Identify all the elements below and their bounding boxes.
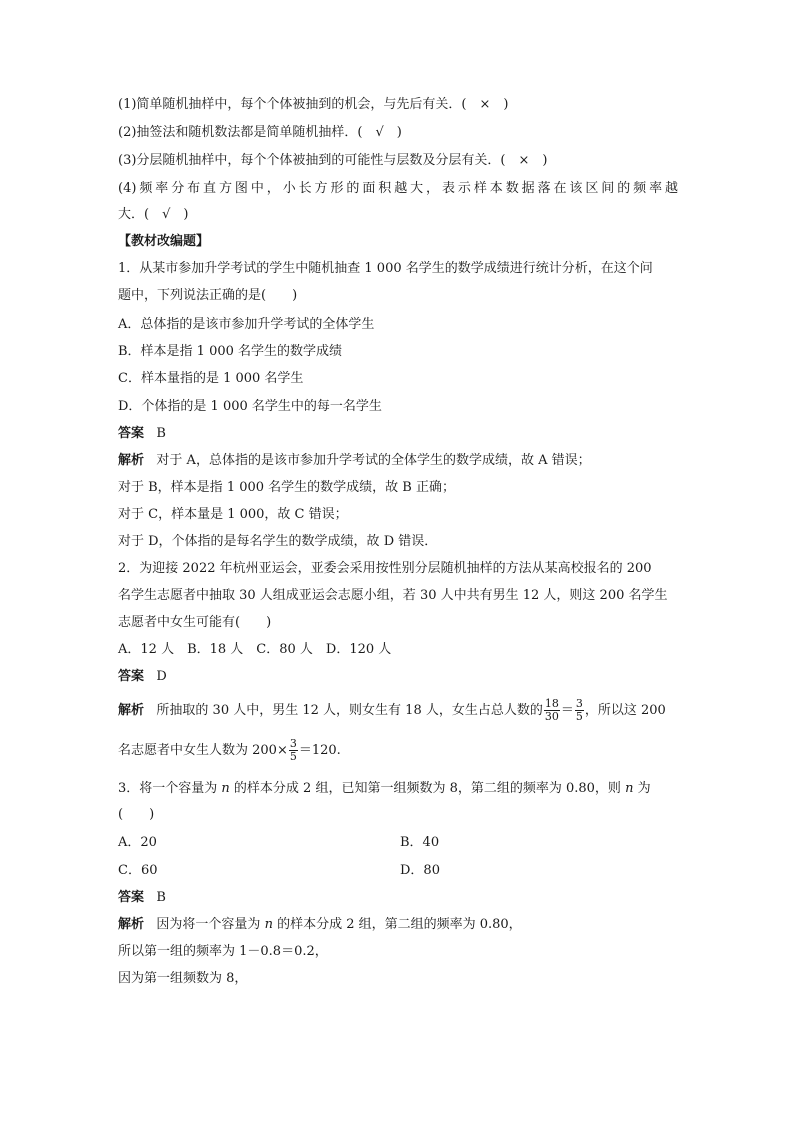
answer-value: B	[156, 426, 166, 441]
variable-n: n	[264, 917, 273, 932]
fraction-18-30: $\frac{18}{30}$	[544, 697, 559, 723]
problem-2-analysis-line2	[118, 738, 341, 763]
stem-text: 的样本分成 2 组，已知第一组频数为 8，第二组的频率为 0.80，则	[229, 781, 626, 796]
problem-3-stem-line1	[118, 780, 651, 798]
judge-item-4-line2: 大．( √ )	[118, 207, 189, 222]
problem-3-option-a: A．20	[118, 835, 157, 850]
problem-3-analysis-line3: 因为第一组频数为 8，	[118, 971, 248, 986]
analysis-label: 解析	[118, 453, 145, 468]
problem-2-answer	[118, 668, 167, 686]
problem-2-stem-line3: 志愿者中女生可能有( )	[118, 615, 272, 630]
answer-label: 答案	[118, 890, 145, 905]
problem-2-options: A．12 人 B．18 人 C．80 人 D．120 人	[118, 642, 392, 657]
problem-3-analysis-line1	[118, 916, 522, 934]
variable-n: n	[625, 781, 634, 796]
problem-1-analysis-line2: 对于 B，样本是指 1 000 名学生的数学成绩，故 B 正确；	[118, 480, 455, 495]
equals-sign: ＝	[560, 703, 574, 718]
problem-1-analysis-line3: 对于 C，样本量是 1 000，故 C 错误；	[118, 507, 348, 522]
problem-1-option-c: C．样本量指的是 1 000 名学生	[118, 371, 304, 386]
problem-1-option-d: D．个体指的是 1 000 名学生中的每一名学生	[118, 399, 382, 414]
problem-1-analysis-line4: 对于 D，个体指的是每名学生的数学成绩，故 D 错误．	[118, 534, 438, 549]
fraction-3-5: $\frac{3}{5}$	[575, 697, 583, 723]
analysis-label: 解析	[118, 703, 145, 718]
section-title: 【教材改编题】	[118, 234, 210, 249]
stem-text: 为	[633, 781, 651, 796]
analysis-label: 解析	[118, 917, 145, 932]
problem-3-option-b: B．40	[400, 835, 440, 850]
analysis-text: 名志愿者中女生人数为 200×	[118, 743, 288, 758]
answer-value: D	[156, 669, 167, 684]
problem-1-answer	[118, 425, 166, 443]
problem-3-option-c: C．60	[118, 863, 158, 878]
variable-n: n	[221, 781, 230, 796]
problem-2-stem-line2: 名学生志愿者中抽取 30 人组成亚运会志愿小组，若 30 人中共有男生 12 人，则这 200 名学生	[118, 588, 668, 603]
problem-1-analysis-line1	[118, 452, 591, 470]
stem-text: 3．将一个容量为	[118, 781, 222, 796]
analysis-text: 因为将一个容量为	[156, 917, 265, 932]
fraction-3-5: $\frac{3}{5}$	[289, 737, 297, 763]
judge-item-2: (2)抽签法和随机数法都是简单随机抽样．( √ )	[118, 125, 402, 140]
judge-item-4-line1: (4)频率分布直方图中，小长方形的面积越大，表示样本数据落在该区间的频率越	[118, 181, 678, 196]
analysis-text-end: ，所以这 200	[584, 703, 666, 718]
problem-3-answer	[118, 889, 166, 907]
problem-3-option-d: D．80	[400, 863, 440, 878]
problem-1-option-b: B．样本是指 1 000 名学生的数学成绩	[118, 344, 343, 359]
analysis-text: 的样本分成 2 组，第二组的频率为 0.80，	[272, 917, 522, 932]
answer-label: 答案	[118, 669, 145, 684]
problem-2-analysis-line1	[118, 698, 666, 723]
problem-1-stem-line1: 1．从某市参加升学考试的学生中随机抽查 1 000 名学生的数学成绩进行统计分析，在这个问	[118, 261, 653, 276]
problem-1-option-a: A．总体指的是该市参加升学考试的全体学生	[118, 317, 375, 332]
analysis-text-end: ＝120.	[298, 743, 341, 758]
problem-1-stem-line2: 题中，下列说法正确的是( )	[118, 288, 298, 303]
answer-value: B	[156, 890, 166, 905]
problem-2-stem-line1: 2．为迎接 2022 年杭州亚运会，亚委会采用按性别分层随机抽样的方法从某高校报名的 200	[118, 561, 652, 576]
analysis-text: 所抽取的 30 人中，男生 12 人，则女生有 18 人，女生占总人数的	[156, 703, 543, 718]
judge-item-3: (3)分层随机抽样中，每个个体被抽到的可能性与层数及分层有关．( × )	[118, 153, 548, 168]
problem-3-analysis-line2: 所以第一组的频率为 1－0.8＝0.2，	[118, 944, 328, 959]
analysis-text: 对于 A，总体指的是该市参加升学考试的全体学生的数学成绩，故 A 错误；	[156, 453, 591, 468]
problem-3-stem-line2: ( )	[118, 807, 155, 822]
judge-item-1: (1)简单随机抽样中，每个个体被抽到的机会，与先后有关．( × )	[118, 97, 509, 112]
answer-label: 答案	[118, 426, 145, 441]
